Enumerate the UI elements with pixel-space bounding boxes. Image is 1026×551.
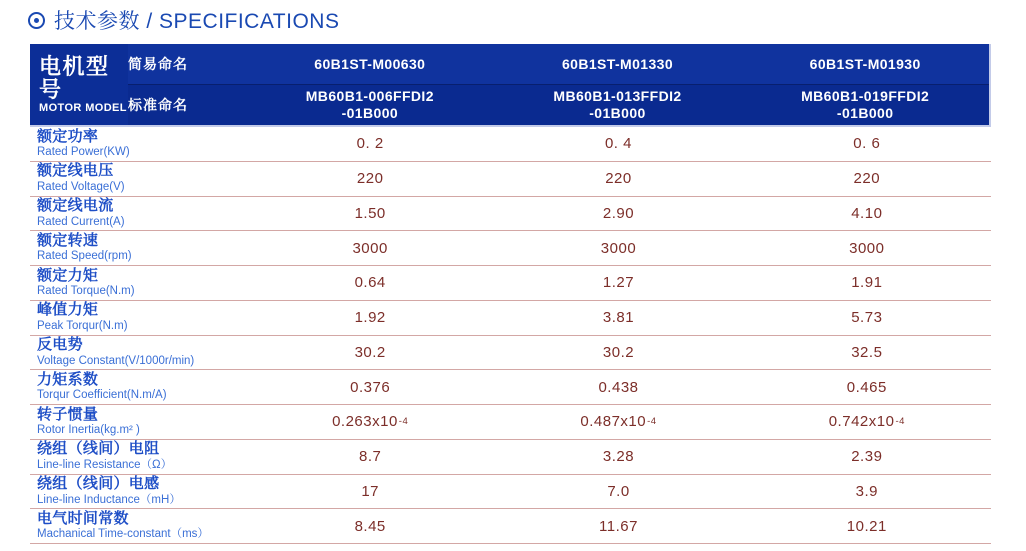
circled-dot-icon [28, 12, 45, 29]
simple-name-label: 简易命名 [128, 44, 246, 85]
spec-label-cn: 绕组（线间）电感 [37, 475, 160, 493]
spec-label-en: Rated Speed(rpm) [37, 250, 132, 263]
specifications-table [30, 44, 991, 544]
spec-label-en: Line-line Inductance（mH） [37, 493, 181, 506]
spec-value: 17 [361, 482, 379, 500]
spec-row [30, 162, 991, 197]
spec-value: 220 [853, 170, 881, 188]
spec-value: 1.91 [851, 274, 883, 292]
spec-value: 0. 6 [853, 135, 881, 153]
standard-name-line2: -01B000 [589, 105, 646, 121]
spec-value: 2.39 [851, 448, 883, 466]
spec-value: 0.742x10 -4 [828, 413, 905, 431]
spec-label-en: Rated Torque(N.m) [37, 285, 135, 298]
spec-value: 0.64 [354, 274, 386, 292]
spec-value: 11.67 [599, 517, 638, 535]
motor-model-en: MOTOR MODEL [39, 102, 127, 115]
spec-label-en: Rated Power(KW) [37, 146, 130, 159]
spec-row-label [30, 197, 246, 231]
spec-label-en: Line-line Resistance（Ω） [37, 458, 173, 471]
spec-label-en: Rated Voltage(V) [37, 180, 125, 193]
standard-name-col3 [741, 85, 989, 125]
spec-value: 220 [605, 170, 632, 188]
spec-label-cn: 反电势 [37, 336, 83, 354]
simple-name-col1: 60B1ST-M00630 [246, 44, 494, 85]
spec-row-label [30, 301, 246, 335]
spec-value: 3000 [600, 239, 637, 257]
spec-value: 30.2 [354, 343, 386, 361]
table-header [30, 44, 991, 127]
standard-name-line1: MB60B1-013FFDI2 [553, 88, 682, 105]
spec-value: 8.45 [354, 517, 386, 535]
spec-value: 220 [356, 170, 384, 188]
spec-row [30, 266, 991, 301]
standard-name-line2: -01B000 [836, 105, 894, 121]
spec-value: 1.27 [602, 274, 635, 292]
spec-label-en: Machanical Time-constant（ms） [37, 528, 209, 541]
standard-name-label: 标准命名 [128, 85, 246, 125]
spec-row [30, 301, 991, 336]
standard-name-col2 [494, 85, 742, 125]
spec-row [30, 475, 991, 510]
spec-value: 3000 [352, 239, 388, 257]
spec-row [30, 197, 991, 232]
spec-value: 4.10 [851, 204, 883, 222]
spec-label-en: Peak Torqur(N.m) [37, 319, 128, 332]
spec-value: 3000 [849, 239, 885, 257]
spec-row-label [30, 336, 246, 370]
spec-row-label [30, 162, 246, 196]
spec-label-en: Voltage Constant(V/1000r/min) [37, 354, 195, 367]
spec-label-en: Rotor Inertia(kg.m² ) [37, 424, 140, 437]
standard-name-col1 [246, 85, 494, 125]
spec-value: 8.7 [358, 448, 382, 466]
spec-value: 3.28 [602, 448, 635, 466]
motor-model-cn: 电机型号 [39, 53, 110, 102]
spec-label-cn: 峰值力矩 [37, 301, 99, 319]
spec-value: 5.73 [851, 309, 883, 327]
spec-row-label [30, 127, 246, 161]
spec-row-label [30, 405, 246, 439]
spec-row-label [30, 440, 246, 474]
spec-value: 3.9 [855, 482, 878, 500]
spec-value: 0.376 [350, 378, 391, 396]
spec-row [30, 405, 991, 440]
spec-rows [30, 127, 991, 544]
spec-value: 0.487x10 -4 [580, 413, 657, 431]
spec-value: 3.81 [602, 309, 635, 327]
spec-value: 1.50 [354, 204, 386, 222]
spec-label-cn: 额定线电流 [37, 197, 114, 215]
spec-row-label [30, 475, 246, 509]
spec-value: 32.5 [851, 343, 883, 361]
spec-row [30, 509, 991, 544]
spec-row [30, 370, 991, 405]
simple-name-col3: 60B1ST-M01930 [741, 44, 989, 85]
simple-name-col2: 60B1ST-M01330 [494, 44, 742, 85]
spec-value: 0.438 [598, 378, 639, 396]
spec-row-label [30, 370, 246, 404]
spec-label-cn: 额定线电压 [37, 162, 114, 180]
spec-label-en: Torqur Coefficient(N.m/A) [37, 389, 167, 402]
spec-label-cn: 额定力矩 [37, 266, 99, 284]
spec-label-cn: 额定功率 [37, 127, 99, 145]
spec-label-cn: 电气时间常数 [37, 509, 129, 527]
spec-label-cn: 力矩系数 [37, 370, 99, 388]
spec-row-label [30, 266, 246, 300]
spec-row [30, 231, 991, 266]
spec-row [30, 127, 991, 162]
spec-value: 30.2 [602, 343, 635, 361]
spec-label-cn: 额定转速 [37, 231, 99, 249]
spec-value: 1.92 [354, 309, 386, 327]
page-title [28, 7, 1026, 33]
spec-row [30, 336, 991, 371]
page-title-text: 技术参数 / SPECIFICATIONS [54, 10, 340, 33]
standard-name-line1: MB60B1-019FFDI2 [801, 88, 930, 105]
spec-label-en: Rated Current(A) [37, 215, 125, 228]
spec-row [30, 440, 991, 475]
spec-row-label [30, 231, 246, 265]
spec-value: 0. 4 [604, 135, 632, 153]
spec-value: 7.0 [607, 482, 630, 500]
spec-row-label [30, 509, 246, 543]
standard-name-line2: -01B000 [341, 105, 399, 121]
spec-value: 10.21 [846, 517, 887, 535]
motor-model-cell [30, 44, 128, 125]
spec-value: 0.465 [846, 378, 887, 396]
spec-label-cn: 绕组（线间）电阻 [37, 440, 160, 458]
spec-value: 0.263x10 -4 [332, 413, 409, 431]
standard-name-line1: MB60B1-006FFDI2 [305, 88, 434, 105]
spec-value: 0. 2 [356, 135, 384, 153]
spec-value: 2.90 [602, 204, 635, 222]
spec-label-cn: 转子惯量 [37, 405, 99, 423]
